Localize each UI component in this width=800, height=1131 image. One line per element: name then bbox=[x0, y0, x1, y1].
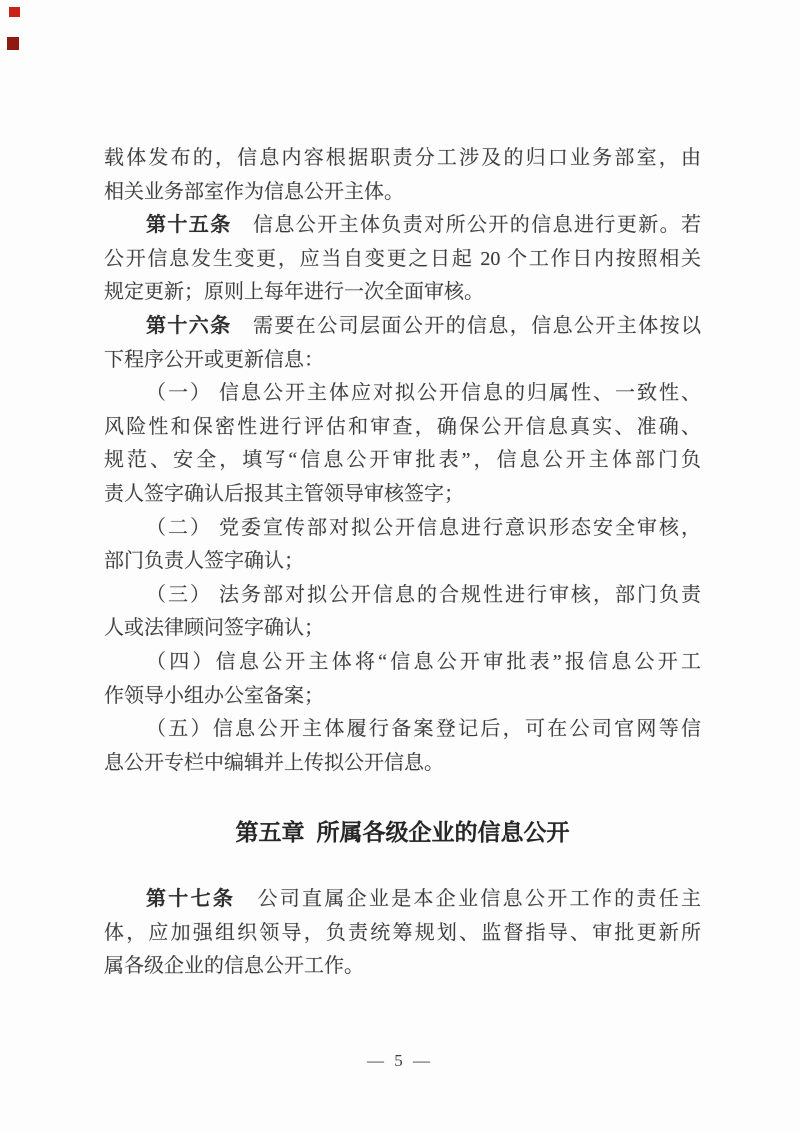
text-line bbox=[104, 411, 701, 445]
text-line bbox=[104, 377, 701, 411]
text-line bbox=[104, 747, 701, 781]
body-text-lower bbox=[104, 883, 701, 984]
text-line bbox=[104, 276, 701, 310]
text-line-content: 人或法律顾问签字确认； bbox=[104, 617, 324, 640]
red-scan-mark-bottom bbox=[7, 37, 19, 50]
text-line-content: （二） 党委宣传部对拟公开信息进行意识形态安全审核， bbox=[146, 516, 701, 539]
text-line bbox=[104, 713, 701, 747]
text-line-content: （一） 信息公开主体应对拟公开信息的归属性、一致性、 bbox=[146, 382, 701, 405]
chapter-title: 所属各级企业的信息公开 bbox=[316, 820, 570, 846]
text-line bbox=[104, 176, 701, 210]
text-line-content: 作领导小组办公室备案； bbox=[104, 684, 324, 707]
text-line bbox=[104, 344, 701, 378]
text-line bbox=[104, 680, 701, 714]
text-line-content: 规定更新；原则上每年进行一次全面审核。 bbox=[104, 281, 484, 304]
text-line-content: （三） 法务部对拟公开信息的合规性进行审核，部门负责 bbox=[146, 583, 701, 606]
page-number: — 5 — bbox=[367, 1051, 433, 1070]
text-line bbox=[104, 579, 701, 613]
text-line-content: 下程序公开或更新信息： bbox=[104, 348, 324, 371]
text-line bbox=[104, 512, 701, 546]
text-line-content: （五）信息公开主体履行备案登记后，可在公司官网等信 bbox=[146, 718, 701, 741]
red-scan-mark-top bbox=[9, 7, 20, 17]
text-line-content: 信息公开主体负责对所公开的信息进行更新。若 bbox=[231, 214, 701, 237]
text-line-content: 风险性和保密性进行评估和审查，确保公开信息真实、准确、 bbox=[104, 415, 701, 438]
text-line-content: 体，应加强组织领导，负责统筹规划、监督指导、审批更新所 bbox=[104, 921, 701, 944]
text-line-content: 规范、安全，填写“信息公开审批表”，信息公开主体部门负 bbox=[104, 449, 701, 472]
text-line bbox=[104, 243, 701, 277]
text-line-content: 相关业务部室作为信息公开主体。 bbox=[104, 180, 404, 203]
article-number: 第十七条 bbox=[146, 888, 236, 910]
text-line bbox=[104, 883, 701, 917]
text-line-content: 公开信息发生变更，应当自变更之日起 20 个工作日内按照相关 bbox=[104, 247, 701, 270]
text-line bbox=[104, 310, 701, 344]
chapter-number: 第五章 bbox=[235, 820, 305, 846]
body-text-upper bbox=[104, 142, 701, 780]
text-line bbox=[104, 444, 701, 478]
text-line-content: 责人签字确认后报其主管领导审核签字； bbox=[104, 482, 464, 505]
text-line bbox=[104, 646, 701, 680]
text-line-content: 息公开专栏中编辑并上传拟公开信息。 bbox=[104, 751, 444, 774]
text-line-content: 载体发布的，信息内容根据职责分工涉及的归口业务部室，由 bbox=[104, 147, 701, 169]
text-line bbox=[104, 545, 701, 579]
text-line bbox=[104, 917, 701, 951]
text-line bbox=[104, 478, 701, 512]
text-line bbox=[104, 612, 701, 646]
article-number: 第十五条 bbox=[146, 214, 232, 237]
text-line bbox=[104, 209, 701, 243]
text-line-content: （四）信息公开主体将“信息公开审批表”报信息公开工 bbox=[146, 650, 701, 673]
text-line-content: 需要在公司层面公开的信息，信息公开主体按以 bbox=[231, 314, 701, 337]
text-line-content: 公司直属企业是本企业信息公开工作的责任主 bbox=[235, 888, 701, 910]
text-line-content: 部门负责人签字确认； bbox=[104, 550, 304, 573]
text-line bbox=[104, 142, 701, 176]
text-line-content: 属各级企业的信息公开工作。 bbox=[104, 955, 364, 978]
chapter-heading bbox=[104, 814, 701, 847]
article-number: 第十六条 bbox=[146, 314, 232, 337]
text-line bbox=[104, 950, 701, 984]
